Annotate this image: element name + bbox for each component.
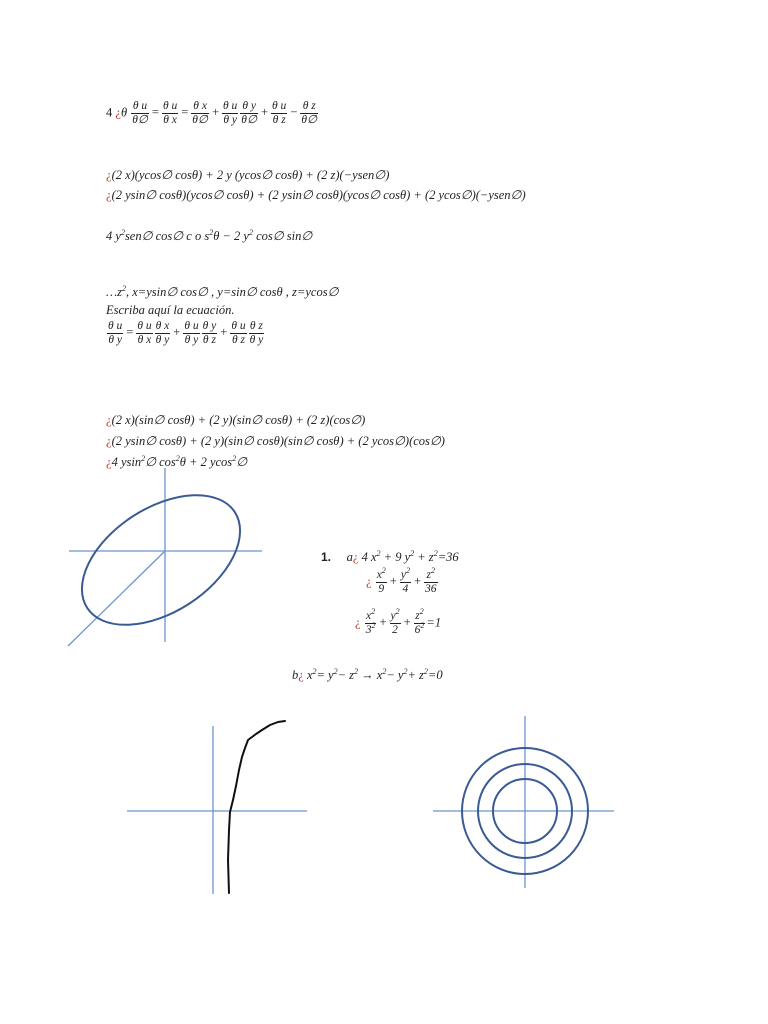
eq4-sup-a: 2 <box>120 227 125 237</box>
eq1-mark: ¿ <box>115 105 121 120</box>
eq7-frac-2: $\frac{\text{θ u}}{\text{θ x}}$ <box>137 320 152 346</box>
eq1-frac-1: $\frac{\text{θ u}}{\theta\emptyset}$ <box>132 100 148 126</box>
eq2-mark: ¿ <box>106 168 112 182</box>
eq10-sup-c: 2 <box>232 453 237 463</box>
problem-a-mark: ¿ <box>352 550 359 564</box>
eq9-mark: ¿ <box>106 434 112 448</box>
p1-l1-b: + 9 y <box>383 550 411 564</box>
pb-s2: 2 <box>333 666 338 676</box>
eq1-frac-3: $\frac{\text{θ x}}{\theta\emptyset}$ <box>192 100 208 126</box>
pb-s4: 2 <box>382 666 387 676</box>
eq1-frac-4: $\frac{\text{θ u}}{\text{θ y}}$ <box>223 100 238 126</box>
p1-l2-mark: ¿ <box>366 574 372 589</box>
p1-l2-frac-z: $\frac{z^2}{36}$ <box>425 566 437 595</box>
p1-l3-mark: ¿ <box>355 615 361 630</box>
p1-l1-s2: 2 <box>410 548 415 558</box>
p1-l3-frac-x: $\frac{x^2}{3^2}$ <box>365 607 376 636</box>
p1-l3-frac-z: $\frac{z^2}{6^2}$ <box>414 607 425 636</box>
eq1-lead: 4 <box>106 105 113 120</box>
eq10-part-d: ∅ <box>236 455 248 469</box>
eq7-frac-7: $\frac{\text{θ z}}{\text{θ y}}$ <box>249 320 264 346</box>
eq6-text: Escriba aquí la ecuación. <box>106 303 235 317</box>
eq10-sup-b: 2 <box>175 453 180 463</box>
eq9-text: (2 ysin∅ cosθ) + (2 y)(sin∅ cosθ)(sin∅ cosθ) + (2 ycos∅)(cos∅) <box>111 434 445 448</box>
equation-7: $\frac{\text{θ u}}{\text{θ y}}$ = $\frac{\text{θ u}}{\text{θ x}}$ $\frac{\text{θ x}}{\text{θ y}}$ + $\frac{\text{θ u}}{\text{θ y}}$ $\frac{\text{θ y}}{\text{θ z}}$ + $\frac{\text{θ u}}{\text{θ z}}$ $\frac{\text{θ z}}{\text{θ y}}$ <box>108 320 264 346</box>
eq5-part-a: …z <box>106 285 122 299</box>
p1-l1-s3: 2 <box>433 548 438 558</box>
eq10-part-b: ∅ cos <box>145 455 176 469</box>
eq7-frac-6: $\frac{\text{θ u}}{\text{θ z}}$ <box>231 320 246 346</box>
p1-l1-d: =36 <box>437 550 459 564</box>
eq5-sup-a: 2 <box>121 283 126 293</box>
eq1-theta: θ <box>120 105 128 120</box>
eq1-frac-6: $\frac{\text{θ u}}{\text{θ z}}$ <box>272 100 287 126</box>
eq1-frac-5: $\frac{\text{θ y}}{\theta\emptyset}$ <box>241 100 257 126</box>
concentric-circles-figure <box>433 716 614 888</box>
eq10-part-c: θ + 2 ycos <box>179 455 233 469</box>
eq5-part-b: , x=ysin∅ cos∅ , y=sin∅ cosθ , z=ycos∅ <box>125 285 339 299</box>
problem-a-label: a <box>346 550 353 564</box>
eq3-text: (2 ysin∅ cosθ)(ycos∅ cosθ) + (2 ysin∅ cosθ)(ycos∅ cosθ) + (2 ycos∅)(−ysen∅) <box>111 188 526 202</box>
eq7-frac-5: $\frac{\text{θ y}}{\text{θ z}}$ <box>202 320 217 346</box>
pb-s1: 2 <box>312 666 317 676</box>
pb-s3: 2 <box>354 666 359 676</box>
eq4-sup-b: 2 <box>209 227 214 237</box>
eq3-mark: ¿ <box>106 188 112 202</box>
pb-g: =0 <box>427 668 443 682</box>
eq8-mark: ¿ <box>106 413 112 427</box>
curve-figure <box>127 721 307 894</box>
pb-b: = y <box>316 668 334 682</box>
pb-c: − z <box>337 668 355 682</box>
eq10-sup-a: 2 <box>141 453 146 463</box>
pb-e: − y <box>386 668 404 682</box>
problem-1-line-2: ¿ $\frac{x^2}{9}$ + $\frac{y^2}{4}$ + $\frac{z^2}{36}$ <box>366 566 437 595</box>
p1-l1-c: + z <box>417 550 434 564</box>
pb-f: + z <box>407 668 424 682</box>
eq10-part-a: 4 ysin <box>111 455 142 469</box>
hand-drawn-curve <box>228 721 285 893</box>
eq4-part-b: sen∅ cos∅ c o s <box>124 229 210 243</box>
pb-d: → x <box>361 668 383 682</box>
eq1-frac-7: $\frac{\text{θ z}}{\theta\emptyset}$ <box>301 100 318 126</box>
eq1-frac-2: $\frac{\text{θ u}}{\text{θ x}}$ <box>162 100 178 126</box>
eq4-part-c: θ − 2 y <box>213 229 249 243</box>
p1-l2-frac-x: $\frac{x^2}{9}$ <box>376 566 386 595</box>
eq10-mark: ¿ <box>106 455 112 469</box>
eq4-part-d: cos∅ sin∅ <box>256 229 313 243</box>
pb-a: x <box>306 668 313 682</box>
equation-1: 4 ¿θ $\frac{\text{θ u}}{\theta\emptyset}$ = $\frac{\text{θ u}}{\text{θ x}}$ = $\frac{\text{θ x}}{\theta\emptyset}$ + $\frac{\text{θ u}}{\text{θ y}}$ $\frac{\text{θ y}}{\theta\emptyset}$ + $\frac{\text{θ u}}{\text{θ z}}$ − $\frac{\text{θ z}}{\theta\emptyset}$ <box>106 100 318 126</box>
pb-s5: 2 <box>403 666 408 676</box>
eq7-frac-1: $\frac{\text{θ u}}{\text{θ y}}$ <box>108 320 123 346</box>
ellipse-figure <box>59 468 263 652</box>
pb-s6: 2 <box>423 666 428 676</box>
p1-l1-a: 4 x <box>361 550 377 564</box>
p1-l3-frac-y: $\frac{y^2}{2}$ <box>390 607 400 636</box>
eq4-part-a: 4 y <box>106 229 121 243</box>
eq4-sup-c: 2 <box>248 227 253 237</box>
problem-1-line-3: ¿ $\frac{x^2}{3^2}$ + $\frac{y^2}{2}$ + $\frac{z^2}{6^2}$ =1 <box>355 607 442 636</box>
pb-label: b <box>292 668 299 682</box>
problem-number: 1. <box>321 550 332 564</box>
p1-l3-rhs: =1 <box>426 615 442 630</box>
eq7-frac-3: $\frac{\text{θ x}}{\text{θ y}}$ <box>155 320 170 346</box>
p1-l1-s1: 2 <box>376 548 381 558</box>
pb-mark: ¿ <box>298 668 304 682</box>
eq7-frac-4: $\frac{\text{θ u}}{\text{θ y}}$ <box>184 320 199 346</box>
eq2-text: (2 x)(ycos∅ cosθ) + 2 y (ycos∅ cosθ) + (2 z)(−ysen∅) <box>111 168 390 182</box>
p1-l2-frac-y: $\frac{y^2}{4}$ <box>400 566 410 595</box>
eq8-text: (2 x)(sin∅ cosθ) + (2 y)(sin∅ cosθ) + (2 z)(cos∅) <box>111 413 366 427</box>
